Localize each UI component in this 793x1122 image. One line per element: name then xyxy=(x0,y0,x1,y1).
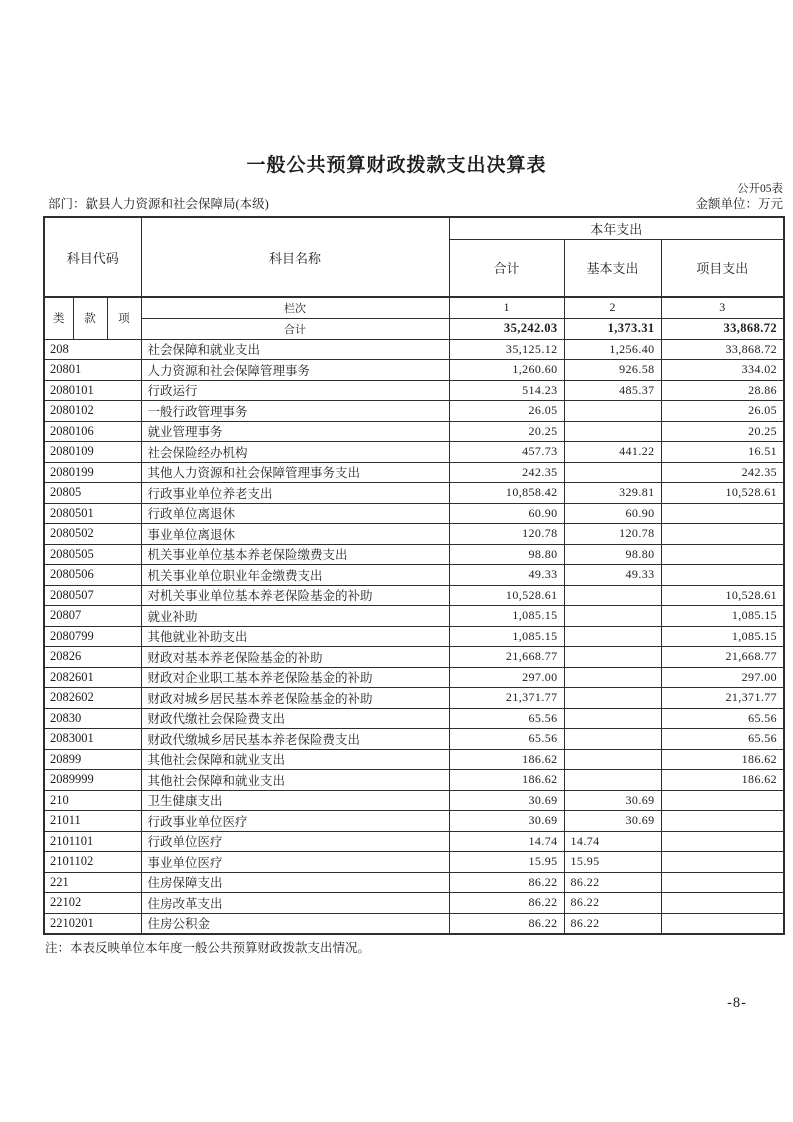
table-row xyxy=(44,626,784,647)
col-header-item: 项 xyxy=(107,297,141,339)
subject-name-cell: 住房公积金 xyxy=(141,913,449,934)
basic-cell: 30.69 xyxy=(564,811,661,832)
col-header-basic: 基本支出 xyxy=(564,239,661,297)
column-index-1: 1 xyxy=(449,297,564,318)
basic-cell: 15.95 xyxy=(564,852,661,873)
basic-cell: 441.22 xyxy=(564,442,661,463)
grand-total-project: 33,868.72 xyxy=(661,318,784,339)
col-header-current-year: 本年支出 xyxy=(449,217,784,239)
subject-code-cell: 2101102 xyxy=(44,852,141,873)
project-cell: 65.56 xyxy=(661,708,784,729)
department-label: 部门：歙县人力资源和社会保障局(本级) xyxy=(48,197,269,211)
project-cell: 297.00 xyxy=(661,667,784,688)
grand-total-label: 合计 xyxy=(141,318,449,339)
total-cell: 98.80 xyxy=(449,544,564,565)
total-cell: 21,371.77 xyxy=(449,688,564,709)
subject-name-cell: 财政对基本养老保险基金的补助 xyxy=(141,647,449,668)
meta-row xyxy=(43,197,783,212)
subject-name-cell: 其他社会保障和就业支出 xyxy=(141,770,449,791)
table-row xyxy=(44,831,784,852)
subject-name-cell: 就业管理事务 xyxy=(141,421,449,442)
total-cell: 242.35 xyxy=(449,462,564,483)
subject-code-cell: 2080506 xyxy=(44,565,141,586)
basic-cell: 30.69 xyxy=(564,790,661,811)
project-cell: 16.51 xyxy=(661,442,784,463)
subject-code-cell: 2210201 xyxy=(44,913,141,934)
total-cell: 1,260.60 xyxy=(449,360,564,381)
unit-label: 金额单位：万元 xyxy=(695,197,783,211)
basic-cell: 86.22 xyxy=(564,893,661,914)
subject-name-cell: 行政事业单位医疗 xyxy=(141,811,449,832)
subject-code-cell: 2080199 xyxy=(44,462,141,483)
subject-name-cell: 社会保障和就业支出 xyxy=(141,339,449,360)
basic-cell xyxy=(564,708,661,729)
page-number: -8- xyxy=(727,995,747,1011)
project-cell: 21,371.77 xyxy=(661,688,784,709)
subject-name-cell: 其他就业补助支出 xyxy=(141,626,449,647)
subject-code-cell: 2080799 xyxy=(44,626,141,647)
subject-name-cell: 人力资源和社会保障管理事务 xyxy=(141,360,449,381)
total-cell: 1,085.15 xyxy=(449,606,564,627)
total-cell: 49.33 xyxy=(449,565,564,586)
table-row xyxy=(44,462,784,483)
project-cell xyxy=(661,524,784,545)
col-header-total: 合计 xyxy=(449,239,564,297)
col-header-subject-code: 科目代码 xyxy=(44,217,141,297)
subject-name-cell: 其他社会保障和就业支出 xyxy=(141,749,449,770)
basic-cell xyxy=(564,729,661,750)
total-cell: 10,528.61 xyxy=(449,585,564,606)
total-cell: 86.22 xyxy=(449,872,564,893)
project-cell: 20.25 xyxy=(661,421,784,442)
subject-code-cell: 2089999 xyxy=(44,770,141,791)
table-body xyxy=(44,339,784,934)
project-cell xyxy=(661,913,784,934)
subject-code-cell: 2080507 xyxy=(44,585,141,606)
subject-code-cell: 210 xyxy=(44,790,141,811)
project-cell xyxy=(661,790,784,811)
subject-name-cell: 卫生健康支出 xyxy=(141,790,449,811)
subject-code-cell: 221 xyxy=(44,872,141,893)
project-cell xyxy=(661,893,784,914)
subject-name-cell: 行政单位离退休 xyxy=(141,503,449,524)
table-row xyxy=(44,380,784,401)
table-row xyxy=(44,688,784,709)
subject-name-cell: 住房改革支出 xyxy=(141,893,449,914)
basic-cell: 98.80 xyxy=(564,544,661,565)
project-cell xyxy=(661,831,784,852)
table-row xyxy=(44,790,784,811)
basic-cell xyxy=(564,606,661,627)
subject-name-cell: 事业单位离退休 xyxy=(141,524,449,545)
subject-name-cell: 行政运行 xyxy=(141,380,449,401)
subject-code-cell: 2080501 xyxy=(44,503,141,524)
basic-cell: 60.90 xyxy=(564,503,661,524)
grand-total-row xyxy=(44,318,784,339)
basic-cell xyxy=(564,667,661,688)
basic-cell xyxy=(564,421,661,442)
project-cell: 10,528.61 xyxy=(661,483,784,504)
subject-code-cell: 20826 xyxy=(44,647,141,668)
total-cell: 26.05 xyxy=(449,401,564,422)
table-row xyxy=(44,421,784,442)
project-cell: 26.05 xyxy=(661,401,784,422)
table-row xyxy=(44,544,784,565)
total-cell: 65.56 xyxy=(449,708,564,729)
subject-code-cell: 20807 xyxy=(44,606,141,627)
project-cell: 65.56 xyxy=(661,729,784,750)
total-cell: 297.00 xyxy=(449,667,564,688)
total-cell: 457.73 xyxy=(449,442,564,463)
subject-name-cell: 财政代缴社会保险费支出 xyxy=(141,708,449,729)
col-header-section: 款 xyxy=(73,297,107,339)
subject-code-cell: 2083001 xyxy=(44,729,141,750)
col-header-subject-name: 科目名称 xyxy=(141,217,449,297)
project-cell: 186.62 xyxy=(661,749,784,770)
subject-code-cell: 20830 xyxy=(44,708,141,729)
subject-code-cell: 22102 xyxy=(44,893,141,914)
total-cell: 10,858.42 xyxy=(449,483,564,504)
total-cell: 1,085.15 xyxy=(449,626,564,647)
table-row xyxy=(44,401,784,422)
project-cell: 1,085.15 xyxy=(661,606,784,627)
table-row xyxy=(44,913,784,934)
total-cell: 86.22 xyxy=(449,893,564,914)
table-row xyxy=(44,872,784,893)
total-cell: 15.95 xyxy=(449,852,564,873)
total-cell: 60.90 xyxy=(449,503,564,524)
table-row xyxy=(44,360,784,381)
col-header-class: 类 xyxy=(44,297,73,339)
basic-cell: 86.22 xyxy=(564,913,661,934)
subject-name-cell: 财政对企业职工基本养老保险基金的补助 xyxy=(141,667,449,688)
project-cell xyxy=(661,503,784,524)
subject-code-cell: 20899 xyxy=(44,749,141,770)
project-cell: 28.86 xyxy=(661,380,784,401)
basic-cell xyxy=(564,401,661,422)
column-index-label: 栏次 xyxy=(141,297,449,318)
subject-code-cell: 20801 xyxy=(44,360,141,381)
subject-code-cell: 2101101 xyxy=(44,831,141,852)
total-cell: 14.74 xyxy=(449,831,564,852)
header-row-column-index xyxy=(44,297,784,318)
basic-cell xyxy=(564,647,661,668)
table-row xyxy=(44,606,784,627)
total-cell: 86.22 xyxy=(449,913,564,934)
total-cell: 30.69 xyxy=(449,811,564,832)
subject-name-cell: 对机关事业单位基本养老保险基金的补助 xyxy=(141,585,449,606)
table-row xyxy=(44,729,784,750)
table-row xyxy=(44,585,784,606)
header-row-1 xyxy=(44,217,784,239)
project-cell xyxy=(661,544,784,565)
table-row xyxy=(44,852,784,873)
grand-total-basic: 1,373.31 xyxy=(564,318,661,339)
table-row xyxy=(44,647,784,668)
basic-cell: 329.81 xyxy=(564,483,661,504)
basic-cell: 485.37 xyxy=(564,380,661,401)
project-cell xyxy=(661,872,784,893)
subject-name-cell: 行政单位医疗 xyxy=(141,831,449,852)
total-cell: 20.25 xyxy=(449,421,564,442)
subject-name-cell: 一般行政管理事务 xyxy=(141,401,449,422)
basic-cell xyxy=(564,749,661,770)
basic-cell: 120.78 xyxy=(564,524,661,545)
subject-name-cell: 财政对城乡居民基本养老保险基金的补助 xyxy=(141,688,449,709)
subject-name-cell: 就业补助 xyxy=(141,606,449,627)
table-row xyxy=(44,442,784,463)
table-row xyxy=(44,524,784,545)
project-cell: 33,868.72 xyxy=(661,339,784,360)
subject-code-cell: 21011 xyxy=(44,811,141,832)
table-code-label: 公开05表 xyxy=(737,183,783,195)
grand-total-total: 35,242.03 xyxy=(449,318,564,339)
basic-cell xyxy=(564,688,661,709)
total-cell: 21,668.77 xyxy=(449,647,564,668)
table-note: 注：本表反映单位本年度一般公共预算财政拨款支出情况。 xyxy=(45,940,371,955)
basic-cell xyxy=(564,585,661,606)
basic-cell: 86.22 xyxy=(564,872,661,893)
table-row xyxy=(44,667,784,688)
project-cell xyxy=(661,852,784,873)
subject-code-cell: 2080102 xyxy=(44,401,141,422)
subject-name-cell: 财政代缴城乡居民基本养老保险费支出 xyxy=(141,729,449,750)
total-cell: 35,125.12 xyxy=(449,339,564,360)
project-cell: 21,668.77 xyxy=(661,647,784,668)
total-cell: 65.56 xyxy=(449,729,564,750)
total-cell: 120.78 xyxy=(449,524,564,545)
project-cell: 1,085.15 xyxy=(661,626,784,647)
subject-name-cell: 机关事业单位基本养老保险缴费支出 xyxy=(141,544,449,565)
basic-cell xyxy=(564,462,661,483)
table-row xyxy=(44,565,784,586)
total-cell: 30.69 xyxy=(449,790,564,811)
page-title: 一般公共预算财政拨款支出决算表 xyxy=(246,155,547,176)
subject-name-cell: 社会保险经办机构 xyxy=(141,442,449,463)
subject-name-cell: 住房保障支出 xyxy=(141,872,449,893)
table-row xyxy=(44,811,784,832)
expenditure-table xyxy=(43,216,785,935)
subject-code-cell: 2082601 xyxy=(44,667,141,688)
subject-code-cell: 20805 xyxy=(44,483,141,504)
basic-cell xyxy=(564,770,661,791)
table-row xyxy=(44,339,784,360)
subject-code-cell: 2080109 xyxy=(44,442,141,463)
subject-code-cell: 2080101 xyxy=(44,380,141,401)
project-cell: 186.62 xyxy=(661,770,784,791)
subject-name-cell: 机关事业单位职业年金缴费支出 xyxy=(141,565,449,586)
table-row xyxy=(44,749,784,770)
project-cell xyxy=(661,811,784,832)
subject-code-cell: 2080502 xyxy=(44,524,141,545)
project-cell: 10,528.61 xyxy=(661,585,784,606)
subject-code-cell: 208 xyxy=(44,339,141,360)
table-row xyxy=(44,483,784,504)
subject-name-cell: 事业单位医疗 xyxy=(141,852,449,873)
table-row xyxy=(44,770,784,791)
basic-cell: 14.74 xyxy=(564,831,661,852)
table-row xyxy=(44,708,784,729)
table-row xyxy=(44,503,784,524)
col-header-project: 项目支出 xyxy=(661,239,784,297)
basic-cell: 49.33 xyxy=(564,565,661,586)
subject-code-cell: 2080106 xyxy=(44,421,141,442)
subject-name-cell: 行政事业单位养老支出 xyxy=(141,483,449,504)
total-cell: 186.62 xyxy=(449,770,564,791)
project-cell: 334.02 xyxy=(661,360,784,381)
project-cell xyxy=(661,565,784,586)
subject-name-cell: 其他人力资源和社会保障管理事务支出 xyxy=(141,462,449,483)
table-row xyxy=(44,893,784,914)
column-index-3: 3 xyxy=(661,297,784,318)
subject-code-cell: 2082602 xyxy=(44,688,141,709)
total-cell: 186.62 xyxy=(449,749,564,770)
project-cell: 242.35 xyxy=(661,462,784,483)
total-cell: 514.23 xyxy=(449,380,564,401)
basic-cell: 1,256.40 xyxy=(564,339,661,360)
basic-cell xyxy=(564,626,661,647)
basic-cell: 926.58 xyxy=(564,360,661,381)
subject-code-cell: 2080505 xyxy=(44,544,141,565)
column-index-2: 2 xyxy=(564,297,661,318)
